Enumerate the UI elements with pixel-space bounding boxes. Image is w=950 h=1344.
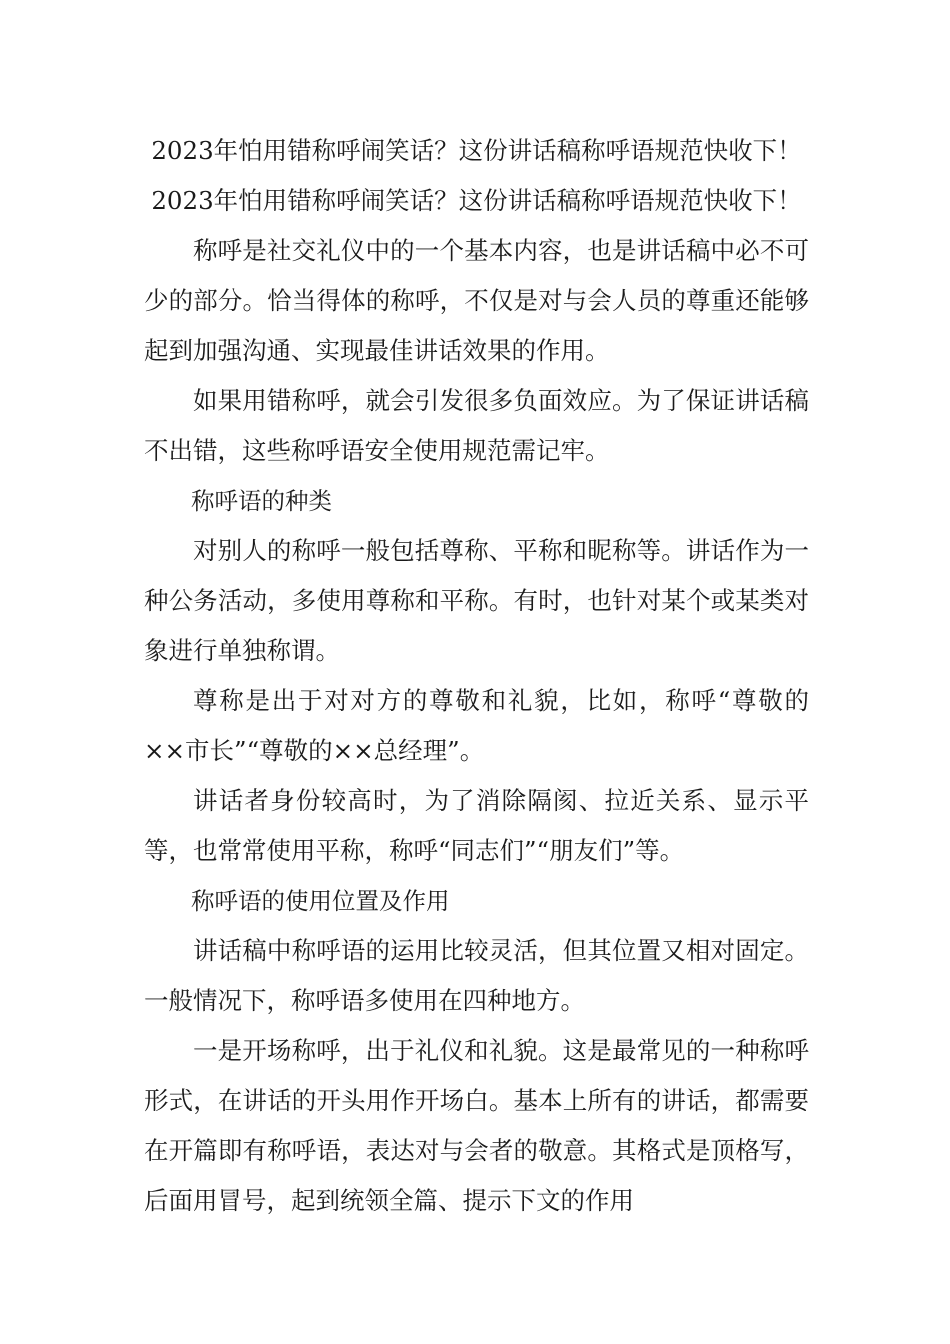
position-paragraph-2: 一是开场称呼，出于礼仪和礼貌。这是最常见的一种称呼形式，在讲话的开头用作开场白。基本上所有的讲话，都需要在开篇即有称呼语，表达对与会者的敬意。其格式是顶格写，后面用冒号，起到统领全篇、提示下文的作用 [144,1036,809,1215]
intro-paragraph-1: 称呼是社交礼仪中的一个基本内容，也是讲话稿中必不可少的部分。恰当得体的称呼，不仅是对与会人员的尊重还能够起到加强沟通、实现最佳讲话效果的作用。 [144,236,809,365]
types-paragraph-3: 讲话者身份较高时，为了消除隔阂、拉近关系、显示平等，也常常使用平称，称呼“同志们”“朋友们”等。 [144,786,809,865]
position-paragraph-1: 讲话稿中称呼语的运用比较灵活，但其位置又相对固定。一般情况下，称呼语多使用在四种地方。 [144,936,809,1015]
document-title-repeat: 2023年怕用错称呼闹笑话？这份讲话稿称呼语规范快收下！ [151,186,802,215]
document-title: 2023年怕用错称呼闹笑话？这份讲话稿称呼语规范快收下！ [151,136,802,165]
document-body [144,126,809,1226]
types-paragraph-2: 尊称是出于对对方的尊敬和礼貌，比如，称呼“尊敬的××市长”“尊敬的××总经理”。 [144,686,809,765]
section-heading-position: 称呼语的使用位置及作用 [191,887,450,915]
intro-paragraph-2: 如果用错称呼，就会引发很多负面效应。为了保证讲话稿不出错，这些称呼语安全使用规范需记牢。 [144,386,809,465]
section-heading-types: 称呼语的种类 [191,487,332,515]
types-paragraph-1: 对别人的称呼一般包括尊称、平称和昵称等。讲话作为一种公务活动，多使用尊称和平称。有时，也针对某个或某类对象进行单独称谓。 [144,536,809,665]
